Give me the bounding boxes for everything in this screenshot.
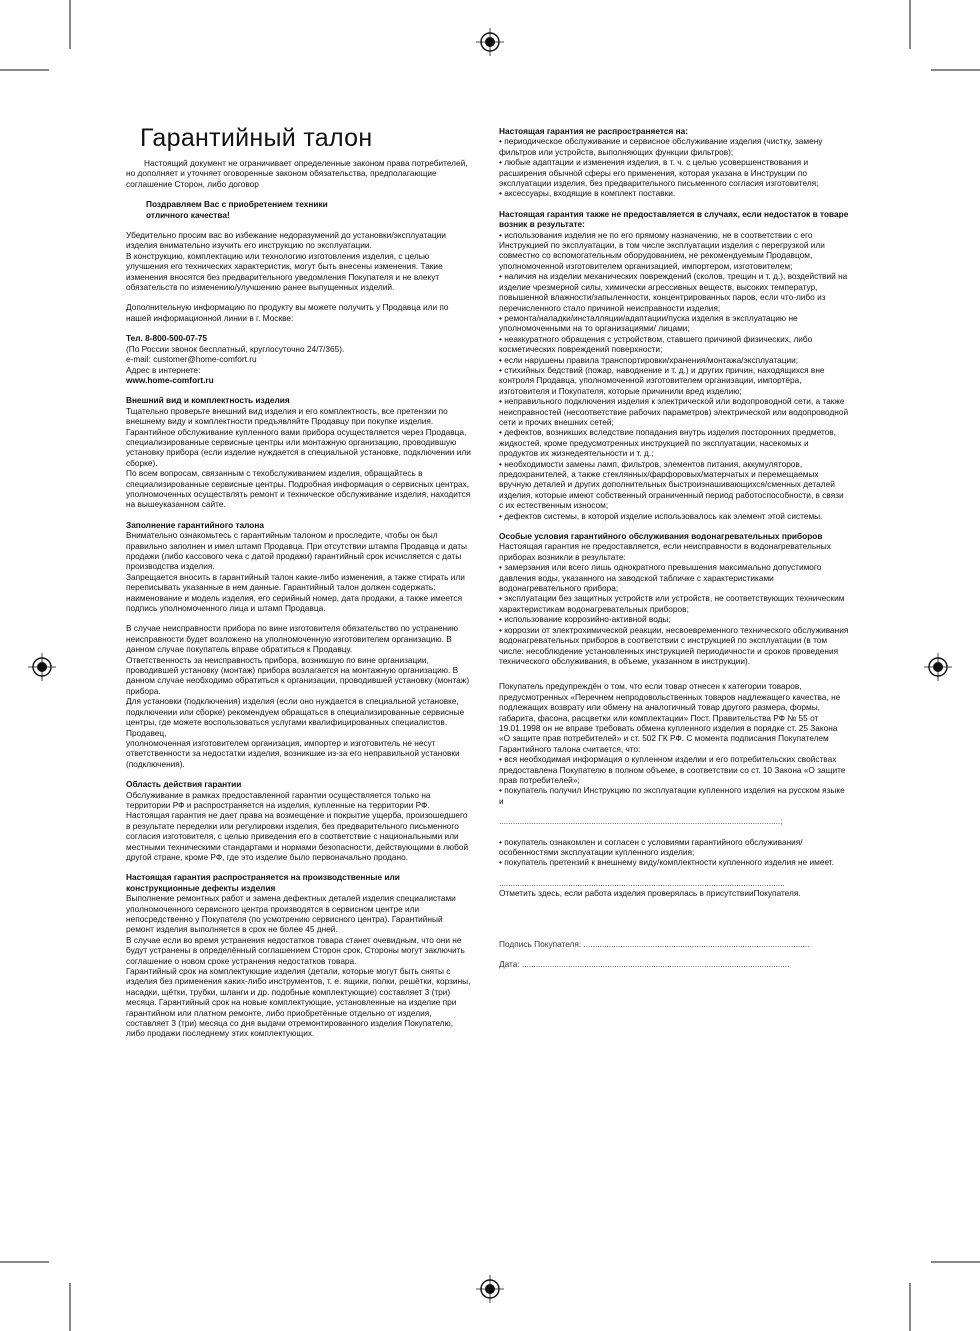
list-item: • неправильного подключения изделия к электрической или водопроводной сети, а также неисправностей (несоответствие рабочих параметров) электрической или водопроводной сети и прочих внешних сетей; — [499, 396, 849, 427]
website-label: Адрес в интернете: — [126, 364, 201, 375]
list-item: • необходимости замены ламп, фильтров, элементов питания, аккумуляторов, предохранителей, а также стеклянных/фарфоровых/матерчатых и перемещаемых вручную деталей и других дополнительных быстроизнашивающихся/сменных деталей изделия, которые имеют собственный ограниченный период работоспособности, в связи с их естественным износом; — [499, 458, 844, 511]
fault-text-1: В случае неисправности прибора по вине изготовителя обязательство по устранению неисправности будет возложено на уполномоченную изготовителем организацию. В данном случае покупатель вправе обратиться к Продавцу. — [126, 623, 458, 655]
changes-paragraph: В конструкцию, комплектацию или технологию изготовления изделия, с целью улучшения его технических характеристик, могут быть внесены изменения. Такие изменения вносятся без предварительного уведомления Покупателя и не влекут обязательств по изменению/улучшению ранее выпущенных изделий. — [126, 250, 443, 293]
instruction-language-field[interactable]: ..........................................................................................................................; — [499, 816, 783, 827]
applies-heading: Настоящая гарантия распространяется на производственные или конструкционные дефекты изделия — [126, 872, 400, 893]
list-item: • использования изделия не по его прямому назначению, не в соответствии с его Инструкцией по эксплуатации, в том числе эксплуатации изделия с перегрузкой или совместно со вспомогательным оборудованием, не рекомендуемым Продавцом, уполномоченной изготовителем организацией, импортером, изготовителем; — [499, 229, 825, 271]
special-heading: Особые условия гарантийного обслуживания водонагревательных приборов — [499, 531, 823, 542]
list-item: • замерзания или всего лишь однократного превышения максимально допустимого давления воды, указанного на заводской табличке с характеристиками водонагревательного прибора; — [499, 562, 822, 594]
fill-text-2: Запрещается вносить в гарантийный талон какие-либо изменения, а также стирать или переписывать указанные в нем данные. Гарантийный талон должен содержать: наименование и модель изделия, его серийный номер, дата продажи, а также имеется подпись уполномоченного лица и штамп Продавца. — [126, 571, 465, 614]
list-item: • если нарушены правила транспортировки/хранения/монтажа/эксплуатации; — [499, 354, 799, 365]
list-item: • дефектов, возникших вследствие попадания внутрь изделия посторонних предметов, жидкостей, кроме предусмотренных инструкцией по эксплуатации, насекомых и продуктов их жизнедеятельности и т. д.; — [499, 427, 836, 459]
date-field[interactable]: Дата: .................................................................................................................... — [499, 959, 790, 970]
list-item: • любые адаптации и изменения изделия, в т. ч. с целью усовершенствования и расширения обычной сферы его применения, которая указана в Инструкции по эксплуатации изделия, без предварительного письменного согласия изготовителя; — [499, 157, 819, 189]
list-item: • наличия на изделии механических повреждений (сколов, трещин и т. д.), воздействий на изделие чрезмерной силы, химически агрессивных веществ, высоких температур, повышенной влажности/запыленности, концентрированных паров, если что-либо из перечисленного стало причиной неисправности изделия; — [499, 271, 848, 313]
buyer-signature-field[interactable]: Подпись Покупателя: .................................................................................................. — [499, 938, 810, 949]
list-item: • покупатель ознакомлен и согласен с условиями гарантийного обслуживания/особенностями эксплуатации купленного изделия; — [499, 836, 803, 857]
fill-text-1: Внимательно ознакомьтесь с гарантийным талоном и проследите, чтобы он был правильно заполнен и имел штамп Продавца. При отсутствии штампа Продавца и даты продажи (либо кассового чека с датой продажи) гарантийный срок исчисляется с даты производства изделия. — [126, 530, 467, 572]
list-item: • покупатель получил Инструкцию по эксплуатации купленного изделия на русском языке и — [499, 785, 845, 806]
applies-text-1: Выполнение ремонтных работ и замена дефектных деталей изделия специалистами уполномоченного сервисного центра производятся в сервисном центре или непосредственно у Покупателя (по усмотрению сервисного центра). Гарантийный ремонт изделия выполняется в срок не более 45 дней. — [126, 893, 456, 935]
page-title: Гарантийный талон — [140, 124, 373, 152]
list-item: • стихийных бедствий (пожар, наводнение и т. д.) и других причин, находящихся вне контроля Продавца, уполномоченной изготовителем организации, импортёра, изготовителя и Покупателя, которые причинили вред изделию; — [499, 364, 825, 396]
scope-heading: Область действия гарантии — [126, 779, 242, 790]
intro-text: Настоящий документ не ограничивает определенные законом права потребителей, но дополняет и уточняет оговоренные законом обязательства, предполагающие соглашение Сторон, либо договор — [126, 158, 468, 189]
list-item: • коррозии от электрохимической реакции, несвоевременного технического обслуживания водонагревательных приборов в соответствии с инструкцией по эксплуатации (в том числе: несоблюдение установленных инструкцией периодичности и сроков проведения технического обслуживания, в объеме, указанном в инструкции). — [499, 624, 849, 666]
advice-paragraph: Убедительно просим вас во избежание недоразумений до установки/эксплуатации изделия внимательно изучить его инструкцию по эксплуатации. — [126, 230, 446, 251]
registration-mark-left — [28, 653, 56, 681]
list-item: • ремонта/наладки/инсталляции/адаптации/пуска изделия в эксплуатацию не уполномоченными на то организациями/ лицами; — [499, 312, 798, 334]
fault-text-3: Для установки (подключения) изделия (если оно нуждается в специальной установке, подключении или сборке) рекомендуем обращаться в специализированные сервисные центры, где можете воспользоваться услугами квалифицированных специалистов. Продавец, — [126, 696, 465, 738]
list-item: • неаккуратного обращения с устройством, ставшего причиной физических, либо косметических повреждений поверхности; — [499, 333, 813, 355]
congrats-line-2: отличного качества! — [146, 209, 230, 220]
right-column — [499, 126, 849, 969]
list-item: • покупатель претензий к внешнему виду/комплектности купленного изделия не имеет. — [499, 857, 834, 868]
buyer-warning: Покупатель предупреждён о том, что если товар отнесен к категории товаров, предусмотренных «Перечнем непродовольственных товаров надлежащего качества, не подлежащих возврату или обмену на аналогичный товар другого размера, формы, габарита, фасона, расцветки или комплектации» Пост. Правительства РФ № 55 от 19.01.1998 он не вправе требовать обмена купленного изделия в порядке ст. 25 Закона «О защите прав потребителей» и ст. 502 ГК РФ. С момента подписания Покупателем Гарантийного талона считается, что: — [499, 681, 841, 754]
not-provided-heading: Настоящая гарантия также не предоставляется в случаях, если недостаток в товаре возник в результате: — [499, 208, 849, 230]
list-item: • эксплуатации без защитных устройств или устройств, не соответствующих техническим характеристикам водонагревательных приборов; — [499, 593, 845, 614]
applies-text-2: В случае если во время устранения недостатков товара станет очевидным, что они не будут устранены в определённый соглашением Сторон срок, Стороны могут заключить соглашение о новом сроке устранения недостатков товара. — [126, 934, 465, 966]
phone-note: (По России звонок бесплатный, круглосуточно 24/7/365). — [126, 343, 345, 354]
fault-text-4: уполномоченная изготовителем организация, импортер и изготовитель не несут ответственности за недостатки изделия, возникшие из-за его неправильной установки (подключения). — [126, 737, 460, 769]
list-item: • дефектов системы, в которой изделие использовалось как элемент этой системы. — [499, 510, 823, 521]
phone-number: Тел. 8-800-500-07-75 — [126, 333, 207, 344]
check-note: Отметить здесь, если работа изделия проверялась в присутствииПокупателя. — [499, 888, 801, 899]
appearance-text-2: По всем вопросам, связанным с техобслуживанием изделия, обращайтесь в специализированные сервисные центры. Подробная информация о сервисных центрах, уполномоченных осуществлять ремонт и техническое обслуживание изделия, находится на вышеуказанном сайте. — [126, 468, 471, 510]
list-item: • использование коррозийно-активной воды; — [499, 614, 671, 625]
list-item: • аксессуары, входящие в комплект поставки. — [499, 188, 676, 199]
email-address[interactable]: e-mail: customer@home-comfort.ru — [126, 354, 257, 365]
not-apply-heading: Настоящая гарантия не распространяется на: — [499, 126, 688, 136]
registration-mark-top — [476, 28, 504, 56]
left-column — [126, 158, 472, 1039]
fill-heading: Заполнение гарантийного талона — [126, 519, 264, 530]
check-mark-field[interactable]: ............................................................................................................................ — [499, 877, 785, 888]
fault-text-2: Ответственность за неисправность прибора, возникшую по вине организации, проводившей установку (монтаж) прибора возлагается на монтажную организацию. В данном случае необходимо обратиться к организации, проводившей установку (монтаж) прибора. — [126, 654, 470, 696]
appearance-text-1: Тщательно проверьте внешний вид изделия и его комплектность, все претензии по внешнему виду и комплектности предъявляйте Продавцу при покупке изделия. Гарантийное обслуживание купленного вами прибора осуществляется через Продавца, специализированные сервисные центры или монтажную организацию, проводившую установку прибора (если изделие нуждается в специальной установке, подключении или сборке). — [126, 405, 471, 468]
info-paragraph: Дополнительную информацию по продукту вы можете получить у Продавца или по нашей информационной линии в г. Москве: — [126, 302, 449, 323]
scope-text-2: Настоящая гарантия не дает права на возмещение и покрытие ущерба, произошедшего в результате переделки или регулировки изделия, без предварительного письменного согласия изготовителя, с целью приведения его в соответствие с национальными или местными техническими стандартами и нормами безопасности, действующими в любой другой стране, кроме РФ, где это изделие было первоначально продано. — [126, 810, 469, 862]
list-item: • периодическое обслуживание и сервисное обслуживание изделия (чистку, замену фильтров или устройств, выполняющих функции фильтров); — [499, 136, 823, 157]
website-link[interactable]: www.home-comfort.ru — [126, 374, 214, 385]
scope-text-1: Обслуживание в рамках предоставленной гарантии осуществляется только на территории РФ и распространяется на изделия, купленные на территории РФ. — [126, 789, 431, 810]
registration-mark-right — [924, 653, 952, 681]
congrats-line-1: Поздравляем Вас с приобретением техники — [146, 199, 328, 210]
appearance-heading: Внешний вид и комплектность изделия — [126, 395, 290, 406]
registration-mark-bottom — [476, 1275, 504, 1303]
applies-text-3: Гарантийный срок на комплектующие изделия (детали, которые могут быть сняты с изделия без применения каких-либо инструментов, т. е. ящики, полки, решётки, корзины, насадки, щётки, трубки, шланги и др. подобные комплектующие) составляет 3 (три) месяца. Гарантийный срок на новые комплектующие, установленные на изделие при гарантийном или платном ремонте, либо приобретённые отдельно от изделия, составляет 3 (три) месяца со дня выдачи отремонтированного изделия Покупателю, либо продажи последнему этих комплектующих. — [126, 966, 471, 1039]
list-item: • вся необходимая информация о купленном изделии и его потребительских свойствах предоставлена Покупателю в полном объеме, в соответствии со ст. 10 Закона «О защите прав потребителей»; — [499, 754, 846, 785]
special-intro: Настоящая гарантия не предоставляется, если неисправности в водонагревательных приборах возникли в результате: — [499, 541, 831, 562]
